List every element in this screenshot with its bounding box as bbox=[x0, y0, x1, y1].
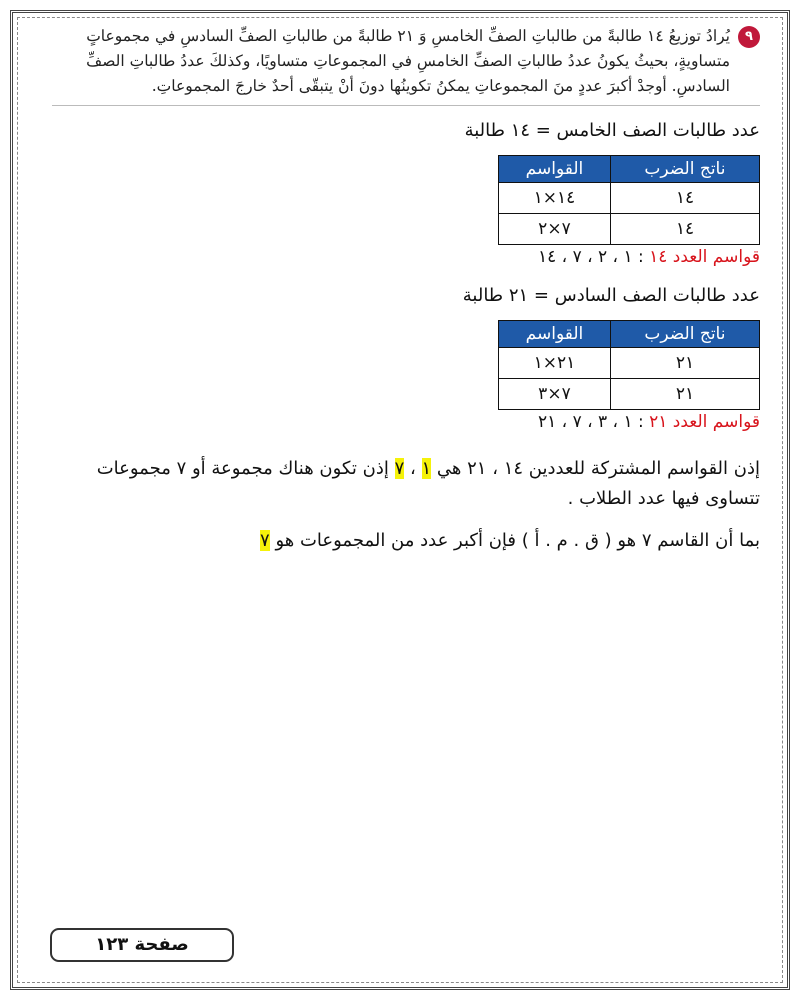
product-cell: ١٤ bbox=[610, 214, 759, 245]
col-factors-header: القواسم bbox=[499, 321, 611, 348]
factors-cell: ٧×٢ bbox=[499, 214, 611, 245]
col-factors-header: القواسم bbox=[499, 156, 611, 183]
conclusion-text: إذن تكون هناك مجموعة أو ٧ مجموعات تتساوى فيها عدد الطلاب . bbox=[96, 458, 760, 509]
product-cell: ١٤ bbox=[610, 183, 759, 214]
col-product-header: ناتج الضرب bbox=[610, 321, 759, 348]
final-text: بما أن القاسم ٧ هو ( ق . م . أ ) فإن أكبر عدد من المجموعات هو bbox=[269, 530, 760, 551]
separator: ، bbox=[404, 458, 422, 479]
content-area bbox=[52, 24, 760, 556]
factors-values: : ١ ، ٢ ، ٧ ، ١٤ bbox=[538, 247, 644, 267]
section2-factors bbox=[52, 412, 760, 432]
table-row bbox=[499, 379, 760, 410]
table-row bbox=[499, 348, 760, 379]
product-cell: ٢١ bbox=[610, 348, 759, 379]
highlight-answer: ٧ bbox=[260, 530, 270, 551]
problem-statement bbox=[52, 24, 760, 106]
section1-table bbox=[498, 155, 760, 245]
factors-cell: ١٤×١ bbox=[499, 183, 611, 214]
page-number-box: صفحة ١٢٣ bbox=[50, 928, 234, 962]
section2-heading: عدد طالبات الصف السادس = ٢١ طالبة bbox=[462, 285, 760, 306]
section2-table bbox=[498, 320, 760, 410]
factors-cell: ٢١×١ bbox=[499, 348, 611, 379]
product-cell: ٢١ bbox=[610, 379, 759, 410]
col-product-header: ناتج الضرب bbox=[610, 156, 759, 183]
table-row bbox=[499, 214, 760, 245]
factors-cell: ٧×٣ bbox=[499, 379, 611, 410]
factors-values: : ١ ، ٣ ، ٧ ، ٢١ bbox=[538, 412, 644, 432]
highlight-factor: ٧ bbox=[394, 458, 405, 479]
problem-text: يُرادُ توزيعُ ١٤ طالبةً من طالباتِ الصفِّ الخامسِ وَ ٢١ طالبةً من طالباتِ الصفِّ السادسِ في مجموعاتٍ متساويةٍ، بحيثُ يكونُ عددُ طالباتِ الصفِّ الخامسِ في المجموعاتِ متساويًا، وكذلكَ عددُ طالباتِ الصفِّ السادسِ. أوجدْ أكبرَ عددٍ منَ المجموعاتِ يمكنُ تكوينُها دونَ أنْ يتبقّى أحدٌ خارجَ المجموعاتِ. bbox=[86, 27, 730, 95]
factors-label: قواسم العدد ٢١ bbox=[649, 412, 760, 432]
highlight-factor: ١ bbox=[421, 458, 432, 479]
section1-heading: عدد طالبات الصف الخامس = ١٤ طالبة bbox=[464, 120, 760, 141]
final-answer bbox=[52, 526, 760, 556]
conclusion-paragraph bbox=[52, 454, 760, 514]
conclusion-text: إذن القواسم المشتركة للعددين ١٤ ، ٢١ هي bbox=[431, 458, 760, 479]
factors-label: قواسم العدد ١٤ bbox=[649, 247, 760, 267]
table-row bbox=[499, 183, 760, 214]
section1-factors bbox=[52, 247, 760, 267]
problem-number-badge: ٩ bbox=[738, 26, 760, 48]
